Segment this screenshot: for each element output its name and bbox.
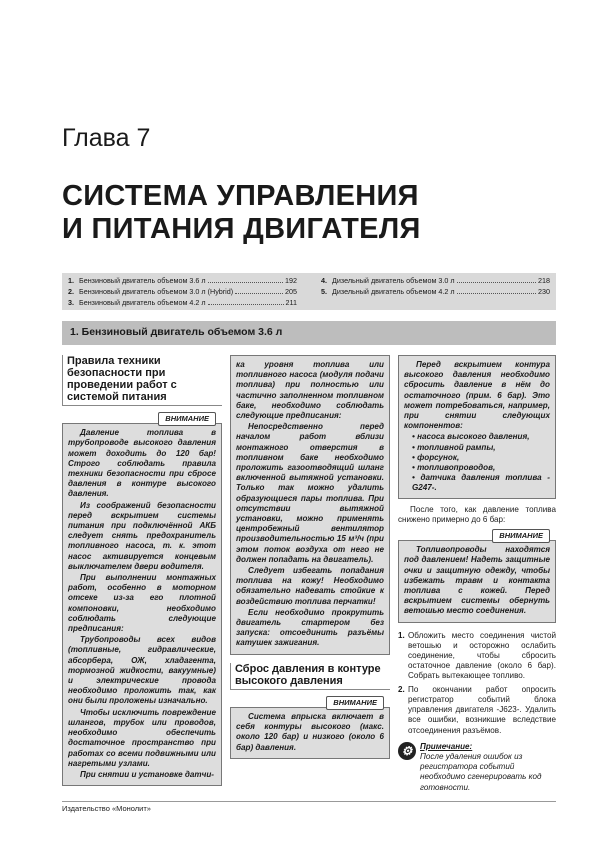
body-paragraph: После того, как давление топлива снижено примерно до 6 бар:	[398, 504, 556, 524]
warning-paragraph: Перед вскрытием контура высокого давления необходимо сбросить давление в нём до остаточного (прим. 6 бар). Это может потребоваться, например, при снятии следующих компонентов:	[404, 360, 550, 431]
list-item: • датчика давления топлива -G247-.	[412, 473, 550, 493]
warning-paragraph: Давление топлива в трубопроводе высокого давления может доходить до 120 бар! Строго соблюдать правила техники безопасности при сбросе давления в контуре высокого давления.	[68, 428, 216, 499]
toc-page: 218	[538, 276, 550, 285]
warning-paragraph: Топливопроводы находятся под давлением! Надеть защитные очки и защитную одежду, чтобы избежать травм и контакта топлива с кожей. Перед вскрытием системы обернуть ветошью место соединения.	[404, 545, 550, 616]
list-item	[398, 685, 556, 736]
wrench-note-icon: ⚙	[398, 742, 416, 760]
step-number: 1.	[398, 630, 405, 640]
step-text: Обложить место соединения чистой ветошью и осторожно ослабить соединение, чтобы сбросить остаточное давление (около 6 бар). Собрать вытекающее топливо.	[408, 630, 556, 681]
warning-box	[398, 540, 556, 622]
warning-paragraph: ка уровня топлива или топливного насоса (модуля подачи топлива) при полностью или частично заполненном топливном баке, необходимо соблюдать следующие предписания:	[236, 360, 384, 421]
attention-badge: ВНИМАНИЕ	[158, 412, 216, 426]
subsection-heading-pressure-release: Сброс давления в контуре высокого давления	[230, 663, 390, 690]
toc-title: Бензиновый двигатель объемом 4.2 л	[79, 298, 206, 307]
attention-badge: ВНИМАНИЕ	[326, 696, 384, 710]
toc-number: 3.	[68, 298, 74, 307]
toc-entry[interactable]	[321, 275, 550, 286]
note-block	[398, 742, 556, 793]
warning-box	[230, 707, 390, 759]
toc-entry[interactable]	[68, 275, 297, 286]
warning-paragraph: Следует избегать попадания топлива на кожу! Необходимо обязательно надевать стойкие к воздействию топлива перчатки!	[236, 566, 384, 606]
warning-paragraph: Система впрыска включает в себя контуры высокого (макс. около 120 бар) и низкого (около 6 бар) давления.	[236, 711, 384, 752]
warning-paragraph: При снятии и установке датчи-	[80, 769, 214, 779]
step-number: 2.	[398, 684, 405, 694]
chapter-title-line-2: И ПИТАНИЯ ДВИГАТЕЛЯ	[62, 213, 421, 245]
list-item: • топливной рампы,	[412, 443, 550, 453]
step-text: По окончании работ опросить регистратор событий блока управления двигателя -J623-. Удалить все ошибки, возникшие вследствие отсоединения разъёмов.	[408, 684, 556, 735]
toc-number: 1.	[68, 276, 74, 285]
component-list	[404, 432, 550, 493]
toc-page: 211	[285, 298, 297, 307]
warning-paragraph: Если необходимо прокрутить двигатель стартером без запуска: отсоединить разъёмы катушек зажигания.	[236, 607, 384, 648]
section-heading: 1. Бензиновый двигатель объемом 3.6 л	[62, 321, 556, 345]
list-item: • топливопроводов,	[412, 463, 550, 473]
warning-box-continued	[230, 355, 390, 655]
note-title: Примечание:	[420, 741, 473, 751]
table-of-contents	[62, 273, 556, 310]
warning-paragraph: Трубопроводы всех видов (топливные, гидравлические, абсорбера, ОЖ, хладагента, тормозной жидкости, вакуумные) и электрические провода необходимо проложить так, как они были проложены изначально.	[68, 635, 216, 706]
attention-badge: ВНИМАНИЕ	[492, 529, 550, 543]
list-item: • форсунок,	[412, 453, 550, 463]
toc-number: 4.	[321, 276, 327, 285]
warning-box	[62, 423, 222, 786]
toc-title: Бензиновый двигатель объемом 3.6 л	[79, 276, 206, 285]
subsection-heading-safety: Правила техники безопасности при проведении работ с системой питания	[62, 355, 222, 406]
body-text	[398, 505, 556, 525]
toc-number: 5.	[321, 287, 327, 296]
warning-paragraph: Чтобы исключить повреждение шлангов, трубок или проводов, необходимо обеспечить достаточное пространство при работах со всеми подвижными или нагретыми узлами.	[68, 707, 216, 768]
toc-page: 205	[285, 287, 297, 296]
column-1	[62, 355, 222, 786]
toc-column-left	[68, 275, 297, 308]
procedure-steps	[398, 631, 556, 736]
toc-column-right	[321, 275, 550, 308]
toc-page: 230	[538, 287, 550, 296]
toc-number: 2.	[68, 287, 74, 296]
warning-paragraph: Непосредственно перед началом работ вблизи монтажного отверстия в топливном баке необходимо проложить газоотводящий шланг включенной вытяжной установки. Только так можно удалить образующиеся пары топлива. При отсутствии вытяжной установки, можно применять центробежный вентилятор производительностью 15 м³/ч (при этом поток воздуха от него не должен попадать на двигатель).	[236, 422, 384, 564]
toc-entry[interactable]	[68, 286, 297, 297]
chapter-title	[62, 180, 421, 246]
toc-page: 192	[285, 276, 297, 285]
column-3	[398, 355, 556, 793]
toc-title: Дизельный двигатель объемом 4.2 л	[332, 287, 455, 296]
toc-title: Дизельный двигатель объемом 3.0 л	[332, 276, 455, 285]
warning-box	[398, 355, 556, 499]
chapter-title-line-1: СИСТЕМА УПРАВЛЕНИЯ	[62, 180, 419, 212]
note-text: После удаления ошибок из регистратора событий необходимо сгенерировать код готовности.	[420, 751, 542, 792]
footer-publisher: Издательство «Монолит»	[62, 801, 556, 813]
warning-paragraph: Из соображений безопасности перед вскрытием системы питания при подключённой АКБ следует снять предохранитель топливного насоса, т. к. этот насос активируется концевым выключателем двери водителя.	[68, 500, 216, 571]
chapter-label: Глава 7	[62, 124, 151, 152]
list-item	[398, 631, 556, 682]
toc-entry[interactable]	[68, 297, 297, 308]
toc-entry[interactable]	[321, 286, 550, 297]
list-item: • насоса высокого давления,	[412, 432, 550, 442]
warning-paragraph: При выполнении монтажных работ, особенно в моторном отсеке из-за его плотной компоновки, необходимо соблюдать следующие предписания:	[68, 573, 216, 634]
toc-title: Бензиновый двигатель объемом 3.0 л (Hybrid)	[79, 287, 234, 296]
column-2	[230, 355, 390, 759]
